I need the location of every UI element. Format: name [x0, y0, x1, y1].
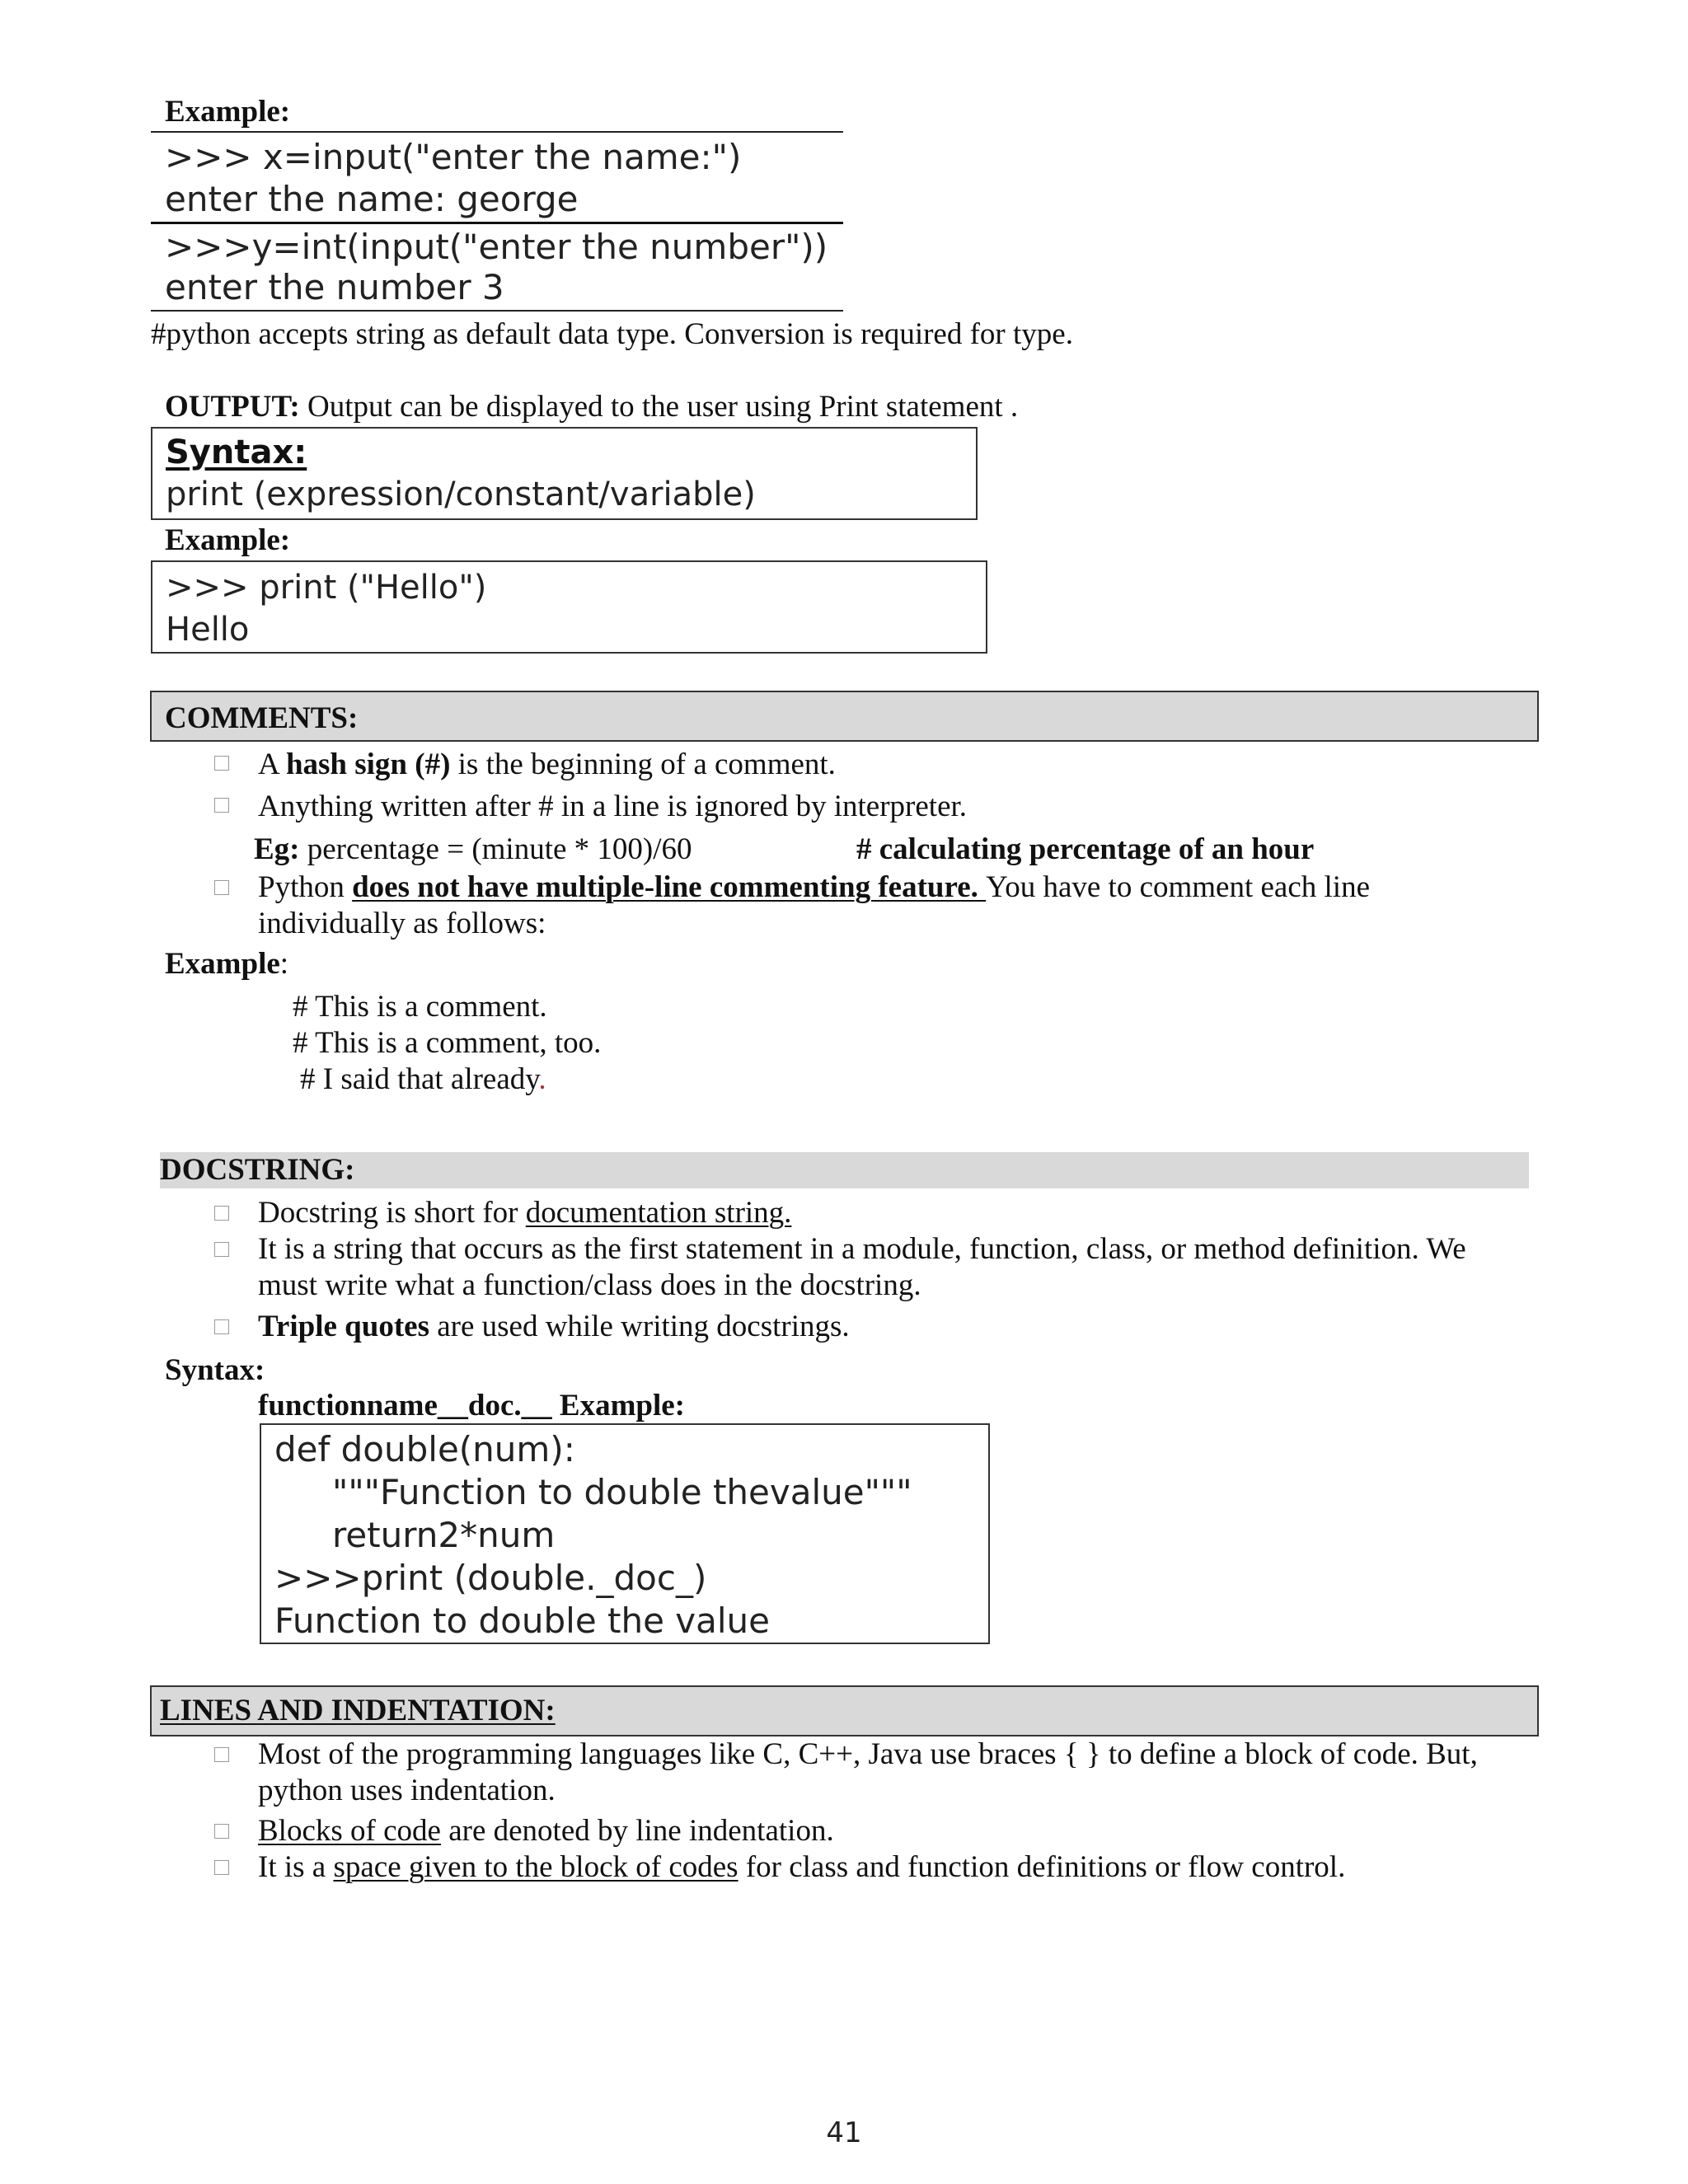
- bullet-text: Blocks of code are denoted by line indentation.: [258, 1814, 834, 1848]
- bullet-text-continued: must write what a function/class does in the docstring.: [258, 1268, 921, 1302]
- bullet-icon: [214, 1860, 229, 1875]
- comments-example-label: Example:: [165, 947, 289, 981]
- code-line: def double(num):: [274, 1429, 575, 1469]
- eg-comment: # calculating percentage of an hour: [856, 832, 1315, 866]
- output-description: OUTPUT: Output can be displayed to the user using Print statement .: [165, 390, 1019, 424]
- code-line: enter the name: george: [165, 179, 579, 219]
- input-note: #python accepts string as default data type. Conversion is required for type.: [151, 317, 1073, 351]
- bullet-text: It is a string that occurs as the first statement in a module, function, class, or method definition. We: [258, 1232, 1466, 1266]
- section-header-bar: [150, 691, 1539, 742]
- indentation-heading: LINES AND INDENTATION:: [160, 1694, 556, 1727]
- bullet-text: Anything written after # in a line is ignored by interpreter.: [258, 790, 968, 823]
- bullet-icon: [214, 756, 229, 771]
- syntax-title: Syntax:: [166, 434, 307, 471]
- bullet-icon: [214, 1242, 229, 1257]
- bullet-icon: [214, 1824, 229, 1839]
- docstring-syntax-label: Syntax:: [165, 1353, 265, 1387]
- bullet-text: Docstring is short for documentation string.: [258, 1196, 792, 1230]
- code-line: Hello: [166, 611, 250, 649]
- bullet-icon: [214, 1747, 229, 1762]
- bullet-text: Most of the programming languages like C, C++, Java use braces { } to define a block of code. But,: [258, 1737, 1478, 1771]
- bullet-text: Python does not have multiple-line commenting feature. You have to comment each line: [258, 870, 1370, 904]
- comment-code-line: # This is a comment.: [293, 990, 547, 1024]
- bullet-icon: [214, 1206, 229, 1221]
- divider: [151, 131, 843, 133]
- bullet-icon: [214, 798, 229, 813]
- code-line: enter the number 3: [165, 267, 504, 307]
- docstring-heading: DOCSTRING:: [160, 1153, 355, 1187]
- code-line: Function to double the value: [274, 1601, 771, 1641]
- code-line: return2*num: [332, 1515, 556, 1555]
- output-example-label: Example:: [165, 523, 291, 557]
- eg-line: Eg: percentage = (minute * 100)/60: [254, 832, 692, 866]
- input-example-label: Example:: [165, 95, 291, 129]
- code-line: >>>print (double._doc_): [274, 1558, 707, 1598]
- bullet-text-continued: individually as follows:: [258, 907, 546, 940]
- docstring-syntax-line: functionname__doc.__ Example:: [258, 1389, 685, 1422]
- bullet-icon: [214, 880, 229, 895]
- code-line: >>> print ("Hello"): [166, 569, 487, 607]
- code-line: """Function to double thevalue""": [332, 1472, 912, 1512]
- code-line: >>> x=input("enter the name:"): [165, 137, 742, 177]
- bullet-icon: [214, 1319, 229, 1334]
- bullet-text: It is a space given to the block of codes for class and function definitions or flow control.: [258, 1850, 1346, 1884]
- code-line: >>>y=int(input("enter the number")): [165, 227, 828, 267]
- comments-heading: COMMENTS:: [165, 701, 359, 735]
- comment-code-line: # I said that already.: [300, 1062, 546, 1096]
- divider: [151, 222, 843, 224]
- bullet-text: Triple quotes are used while writing docstrings.: [258, 1310, 850, 1343]
- syntax-line: print (expression/constant/variable): [166, 476, 756, 513]
- page-number: 41: [826, 2116, 862, 2149]
- output-heading: OUTPUT:: [165, 390, 300, 424]
- comment-code-line: # This is a comment, too.: [293, 1026, 602, 1060]
- section-header-bar: [160, 1152, 1529, 1188]
- divider: [151, 310, 843, 312]
- bullet-text: A hash sign (#) is the beginning of a comment.: [258, 748, 836, 781]
- bullet-text-continued: python uses indentation.: [258, 1774, 556, 1807]
